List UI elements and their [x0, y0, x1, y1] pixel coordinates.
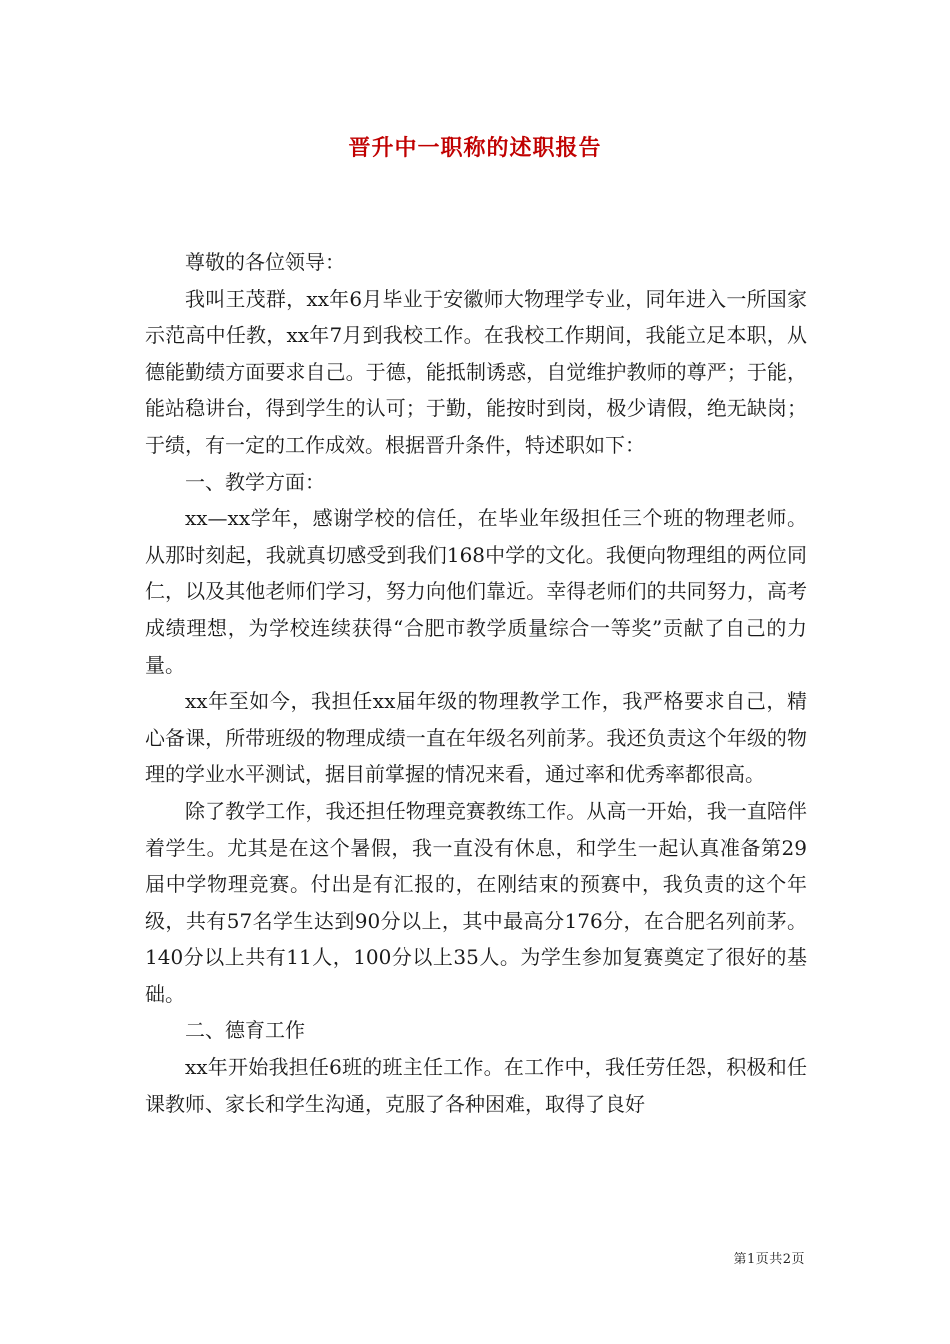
teaching-paragraph-1: xx—xx学年，感谢学校的信任，在毕业年级担任三个班的物理老师。从那时刻起，我就真切感受到我们168中学的文化。我便向物理组的两位同仁，以及其他老师们学习，努力向他们靠近。幸得老师们的共同努力，高考成绩理想，为学校连续获得“合肥市教学质量综合一等奖”贡献了自己的力量。 [145, 506, 807, 677]
teaching-paragraph-2: xx年至如今，我担任xx届年级的物理教学工作，我严格要求自己，精心备课，所带班级的物理成绩一直在年级名列前茅。我还负责这个年级的物理的学业水平测试，据目前掌握的情况来看，通过率和优秀率都很高。 [145, 689, 807, 787]
document-body [145, 244, 807, 1122]
intro-paragraph: 我叫王茂群，xx年6月毕业于安徽师大物理学专业，同年进入一所国家示范高中任教，xx年7月到我校工作。在我校工作期间，我能立足本职，从德能勤绩方面要求自己。于德，能抵制诱惑，自觉维护教师的尊严；于能，能站稳讲台，得到学生的认可；于勤，能按时到岗，极少请假，绝无缺岗；于绩，有一定的工作成效。根据晋升条件，特述职如下： [145, 286, 807, 457]
salutation: 尊敬的各位领导： [185, 250, 345, 274]
teaching-paragraph-3: 除了教学工作，我还担任物理竞赛教练工作。从高一开始，我一直陪伴着学生。尤其是在这个暑假，我一直没有休息，和学生一起认真准备第29届中学物理竞赛。付出是有汇报的，在刚结束的预赛中，我负责的这个年级，共有57名学生达到90分以上，其中最高分176分，在合肥名列前茅。140分以上共有11人，100分以上35人。为学生参加复赛奠定了很好的基础。 [145, 798, 807, 1006]
document-title: 晋升中一职称的述职报告 [348, 135, 602, 161]
section-heading-moral-education: 二、德育工作 [185, 1018, 305, 1043]
section-heading-teaching: 一、教学方面： [185, 469, 325, 494]
moral-education-paragraph: xx年开始我担任6班的班主任工作。在工作中，我任劳任怨，积极和任课教师、家长和学生沟通，克服了各种困难，取得了良好 [145, 1055, 807, 1116]
page-number-footer: 第1页共2页 [733, 1252, 805, 1267]
